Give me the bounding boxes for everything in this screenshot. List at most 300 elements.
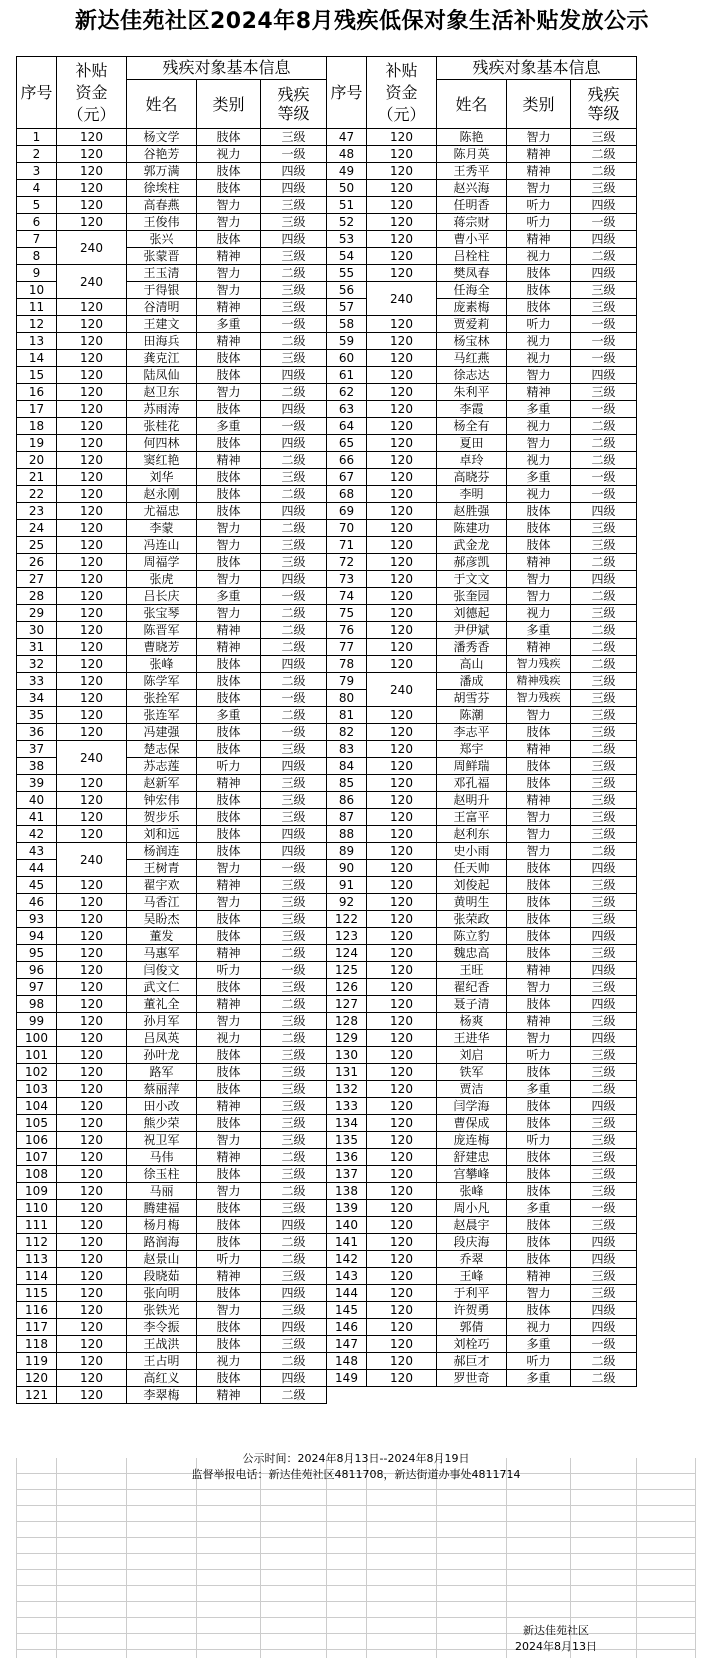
right-category-cell: 肢体 bbox=[507, 1183, 571, 1200]
right-seq-cell: 81 bbox=[327, 707, 367, 724]
left-name-cell: 路润海 bbox=[127, 1234, 197, 1251]
hotline: 监督举报电话：新达佳苑社区4811708，新达街道办事处4811714 bbox=[191, 1468, 521, 1481]
left-category-cell: 肢体 bbox=[197, 554, 261, 571]
right-seq-cell: 64 bbox=[327, 418, 367, 435]
right-name-cell: 于利平 bbox=[437, 1285, 507, 1302]
left-seq-cell: 108 bbox=[17, 1166, 57, 1183]
right-category-cell: 智力残疾 bbox=[507, 656, 571, 673]
table-row bbox=[17, 962, 637, 979]
right-level-cell: 一级 bbox=[571, 350, 637, 367]
table-row bbox=[17, 554, 637, 571]
left-seq-cell: 22 bbox=[17, 486, 57, 503]
right-amount-cell: 120 bbox=[367, 1132, 437, 1149]
table-row bbox=[17, 503, 637, 520]
table-row bbox=[17, 1234, 637, 1251]
left-category-cell: 肢体 bbox=[197, 129, 261, 146]
right-name-cell: 徐志达 bbox=[437, 367, 507, 384]
left-amount-cell: 120 bbox=[57, 605, 127, 622]
right-category-cell: 智力 bbox=[507, 180, 571, 197]
left-category-cell: 智力 bbox=[197, 384, 261, 401]
right-name-cell: 高晓芬 bbox=[437, 469, 507, 486]
right-category-cell: 多重 bbox=[507, 622, 571, 639]
right-amount-cell: 120 bbox=[367, 1183, 437, 1200]
right-name-cell: 魏忠高 bbox=[437, 945, 507, 962]
left-category-cell: 精神 bbox=[197, 996, 261, 1013]
right-category-cell: 智力 bbox=[507, 129, 571, 146]
right-level-cell: 四级 bbox=[571, 1319, 637, 1336]
left-category-cell: 肢体 bbox=[197, 1285, 261, 1302]
right-amount-cell: 120 bbox=[367, 520, 437, 537]
right-name-cell: 胡雪芬 bbox=[437, 690, 507, 707]
right-seq-cell: 62 bbox=[327, 384, 367, 401]
table-row bbox=[17, 588, 637, 605]
left-seq-cell: 8 bbox=[17, 248, 57, 265]
right-category-cell: 听力 bbox=[507, 214, 571, 231]
left-seq-cell: 9 bbox=[17, 265, 57, 282]
left-category-cell: 肢体 bbox=[197, 486, 261, 503]
table-row bbox=[17, 469, 637, 486]
left-level-cell: 二级 bbox=[261, 486, 327, 503]
left-amount-cell: 120 bbox=[57, 180, 127, 197]
left-name-cell: 高红义 bbox=[127, 1370, 197, 1387]
right-category-cell: 肢体 bbox=[507, 945, 571, 962]
right-category-cell: 听力 bbox=[507, 197, 571, 214]
right-category-cell: 肢体 bbox=[507, 520, 571, 537]
left-category-cell: 肢体 bbox=[197, 724, 261, 741]
left-name-cell: 李令振 bbox=[127, 1319, 197, 1336]
left-level-cell: 三级 bbox=[261, 1336, 327, 1353]
left-amount-cell: 120 bbox=[57, 911, 127, 928]
left-seq-cell: 117 bbox=[17, 1319, 57, 1336]
right-amount-cell: 120 bbox=[367, 1064, 437, 1081]
left-amount-cell: 120 bbox=[57, 1217, 127, 1234]
right-level-cell: 三级 bbox=[571, 1149, 637, 1166]
table-row bbox=[17, 520, 637, 537]
left-level-cell: 二级 bbox=[261, 1149, 327, 1166]
left-amount-cell: 120 bbox=[57, 1030, 127, 1047]
right-name-cell: 陈潮 bbox=[437, 707, 507, 724]
left-category-cell: 智力 bbox=[197, 520, 261, 537]
table-row bbox=[17, 265, 637, 282]
left-amount-cell: 120 bbox=[57, 945, 127, 962]
left-level-cell: 三级 bbox=[261, 1047, 327, 1064]
left-level-cell: 三级 bbox=[261, 1268, 327, 1285]
right-seq-cell: 149 bbox=[327, 1370, 367, 1387]
left-name-cell: 董发 bbox=[127, 928, 197, 945]
left-name-cell: 郭万满 bbox=[127, 163, 197, 180]
left-seq-cell: 46 bbox=[17, 894, 57, 911]
right-seq-cell: 48 bbox=[327, 146, 367, 163]
left-name-cell: 孙月军 bbox=[127, 1013, 197, 1030]
right-level-cell: 四级 bbox=[571, 231, 637, 248]
left-level-cell: 二级 bbox=[261, 384, 327, 401]
right-level-cell: 二级 bbox=[571, 435, 637, 452]
table-row bbox=[17, 605, 637, 622]
left-name-cell: 蔡丽萍 bbox=[127, 1081, 197, 1098]
right-level-cell: 三级 bbox=[571, 1166, 637, 1183]
left-category-cell: 肢体 bbox=[197, 792, 261, 809]
right-name-cell: 郭倩 bbox=[437, 1319, 507, 1336]
table-row bbox=[17, 1336, 637, 1353]
left-level-cell: 二级 bbox=[261, 520, 327, 537]
right-level-cell: 三级 bbox=[571, 384, 637, 401]
left-seq-cell: 38 bbox=[17, 758, 57, 775]
left-amount-cell: 120 bbox=[57, 214, 127, 231]
right-level-cell: 三级 bbox=[571, 180, 637, 197]
left-category-cell: 肢体 bbox=[197, 163, 261, 180]
left-seq-cell: 96 bbox=[17, 962, 57, 979]
right-amount-cell: 120 bbox=[367, 1200, 437, 1217]
right-amount-cell: 120 bbox=[367, 775, 437, 792]
right-amount-cell: 120 bbox=[367, 894, 437, 911]
right-level-cell: 三级 bbox=[571, 877, 637, 894]
left-name-cell: 高春燕 bbox=[127, 197, 197, 214]
right-name-cell: 刘栓巧 bbox=[437, 1336, 507, 1353]
left-category-cell: 精神 bbox=[197, 452, 261, 469]
left-category-cell: 智力 bbox=[197, 537, 261, 554]
right-amount-cell: 120 bbox=[367, 911, 437, 928]
right-name-cell: 舒建忠 bbox=[437, 1149, 507, 1166]
right-name-cell: 郑宇 bbox=[437, 741, 507, 758]
right-amount-cell: 120 bbox=[367, 554, 437, 571]
left-seq-cell: 17 bbox=[17, 401, 57, 418]
right-seq-cell: 78 bbox=[327, 656, 367, 673]
right-level-cell: 四级 bbox=[571, 197, 637, 214]
left-amount-cell: 120 bbox=[57, 333, 127, 350]
right-level-cell: 二级 bbox=[571, 452, 637, 469]
left-seq-cell: 23 bbox=[17, 503, 57, 520]
left-name-cell: 张拴军 bbox=[127, 690, 197, 707]
right-seq-cell: 139 bbox=[327, 1200, 367, 1217]
right-category-cell: 智力残疾 bbox=[507, 690, 571, 707]
right-seq-cell: 49 bbox=[327, 163, 367, 180]
left-amount-cell: 120 bbox=[57, 979, 127, 996]
right-level-cell: 三级 bbox=[571, 979, 637, 996]
left-category-cell: 精神 bbox=[197, 1387, 261, 1404]
header-group-right: 残疾对象基本信息 bbox=[437, 57, 637, 80]
right-amount-cell: 120 bbox=[367, 656, 437, 673]
left-seq-cell: 112 bbox=[17, 1234, 57, 1251]
right-category-cell: 肢体 bbox=[507, 282, 571, 299]
table-row bbox=[17, 435, 637, 452]
right-category-cell: 肢体 bbox=[507, 1064, 571, 1081]
header-category-right: 类别 bbox=[507, 80, 571, 129]
left-name-cell: 杨润连 bbox=[127, 843, 197, 860]
left-category-cell: 听力 bbox=[197, 1251, 261, 1268]
left-level-cell: 一级 bbox=[261, 146, 327, 163]
right-seq-cell: 132 bbox=[327, 1081, 367, 1098]
left-category-cell: 肢体 bbox=[197, 826, 261, 843]
right-category-cell: 肢体 bbox=[507, 1098, 571, 1115]
left-seq-cell: 103 bbox=[17, 1081, 57, 1098]
right-name-cell: 贾爱莉 bbox=[437, 316, 507, 333]
left-name-cell: 楚志保 bbox=[127, 741, 197, 758]
left-category-cell: 肢体 bbox=[197, 1234, 261, 1251]
left-level-cell: 三级 bbox=[261, 129, 327, 146]
left-name-cell: 马丽 bbox=[127, 1183, 197, 1200]
right-amount-cell: 120 bbox=[367, 1081, 437, 1098]
table-row bbox=[17, 452, 637, 469]
left-seq-cell: 45 bbox=[17, 877, 57, 894]
left-category-cell: 智力 bbox=[197, 571, 261, 588]
right-amount-cell: 120 bbox=[367, 1149, 437, 1166]
right-name-cell: 赵晨宇 bbox=[437, 1217, 507, 1234]
table-row bbox=[17, 894, 637, 911]
right-name-cell: 赵兴海 bbox=[437, 180, 507, 197]
right-category-cell: 肢体 bbox=[507, 724, 571, 741]
left-name-cell: 翟宇欢 bbox=[127, 877, 197, 894]
table-row bbox=[17, 1268, 637, 1285]
table-row bbox=[17, 333, 637, 350]
right-category-cell: 肢体 bbox=[507, 860, 571, 877]
right-name-cell: 潘成 bbox=[437, 673, 507, 690]
left-category-cell: 肢体 bbox=[197, 911, 261, 928]
right-category-cell: 肢体 bbox=[507, 265, 571, 282]
left-category-cell: 精神 bbox=[197, 622, 261, 639]
right-category-cell: 视力 bbox=[507, 486, 571, 503]
left-level-cell: 四级 bbox=[261, 656, 327, 673]
table-row bbox=[17, 299, 637, 316]
left-amount-cell: 120 bbox=[57, 1268, 127, 1285]
right-name-cell: 刘德起 bbox=[437, 605, 507, 622]
header-amount-left: 补贴 资金 （元） bbox=[57, 57, 127, 129]
left-name-cell: 赵卫东 bbox=[127, 384, 197, 401]
right-category-cell: 多重 bbox=[507, 1370, 571, 1387]
left-amount-cell: 120 bbox=[57, 1047, 127, 1064]
table-row bbox=[17, 1081, 637, 1098]
left-level-cell: 三级 bbox=[261, 469, 327, 486]
left-category-cell: 精神 bbox=[197, 775, 261, 792]
left-name-cell: 张铁光 bbox=[127, 1302, 197, 1319]
left-seq-cell: 31 bbox=[17, 639, 57, 656]
table-row bbox=[17, 877, 637, 894]
right-seq-cell: 133 bbox=[327, 1098, 367, 1115]
sign-date: 2024年8月13日 bbox=[515, 1640, 597, 1653]
left-amount-cell: 120 bbox=[57, 1353, 127, 1370]
left-name-cell: 王树青 bbox=[127, 860, 197, 877]
left-name-cell: 钟宏伟 bbox=[127, 792, 197, 809]
header-seq-right: 序号 bbox=[327, 57, 367, 129]
left-amount-cell: 120 bbox=[57, 1285, 127, 1302]
left-seq-cell: 98 bbox=[17, 996, 57, 1013]
table-row bbox=[17, 1064, 637, 1081]
left-seq-cell: 2 bbox=[17, 146, 57, 163]
left-name-cell: 腾建福 bbox=[127, 1200, 197, 1217]
table-row bbox=[17, 1285, 637, 1302]
left-name-cell: 路军 bbox=[127, 1064, 197, 1081]
table-row bbox=[17, 690, 637, 707]
left-category-cell: 肢体 bbox=[197, 1115, 261, 1132]
right-name-cell: 宫攀峰 bbox=[437, 1166, 507, 1183]
right-category-cell: 精神 bbox=[507, 231, 571, 248]
left-seq-cell: 24 bbox=[17, 520, 57, 537]
left-seq-cell: 119 bbox=[17, 1353, 57, 1370]
left-level-cell: 四级 bbox=[261, 826, 327, 843]
table-row bbox=[17, 1353, 637, 1370]
right-seq-cell: 141 bbox=[327, 1234, 367, 1251]
table-row bbox=[17, 639, 637, 656]
left-seq-cell: 100 bbox=[17, 1030, 57, 1047]
right-amount-cell: 120 bbox=[367, 486, 437, 503]
left-amount-cell: 120 bbox=[57, 299, 127, 316]
right-name-cell: 王旺 bbox=[437, 962, 507, 979]
right-amount-cell: 120 bbox=[367, 1285, 437, 1302]
left-amount-cell: 120 bbox=[57, 418, 127, 435]
right-name-cell: 黄明生 bbox=[437, 894, 507, 911]
table-row bbox=[17, 1047, 637, 1064]
left-name-cell: 田小改 bbox=[127, 1098, 197, 1115]
right-name-cell: 杨爽 bbox=[437, 1013, 507, 1030]
left-seq-cell: 33 bbox=[17, 673, 57, 690]
right-amount-cell: 120 bbox=[367, 1234, 437, 1251]
right-level-cell: 三级 bbox=[571, 707, 637, 724]
right-name-cell: 任明香 bbox=[437, 197, 507, 214]
right-name-cell: 翟纪香 bbox=[437, 979, 507, 996]
left-name-cell: 王玉清 bbox=[127, 265, 197, 282]
left-category-cell: 肢体 bbox=[197, 809, 261, 826]
right-category-cell: 精神 bbox=[507, 163, 571, 180]
right-name-cell: 李霞 bbox=[437, 401, 507, 418]
table-row bbox=[17, 724, 637, 741]
left-amount-cell: 240 bbox=[57, 265, 127, 299]
right-amount-cell: 120 bbox=[367, 1370, 437, 1387]
right-level-cell: 一级 bbox=[571, 401, 637, 418]
right-amount-cell: 120 bbox=[367, 214, 437, 231]
right-seq-cell: 59 bbox=[327, 333, 367, 350]
left-name-cell: 张峰 bbox=[127, 656, 197, 673]
right-category-cell: 肢体 bbox=[507, 1302, 571, 1319]
left-amount-cell: 120 bbox=[57, 1302, 127, 1319]
right-seq-cell: 60 bbox=[327, 350, 367, 367]
left-category-cell: 智力 bbox=[197, 214, 261, 231]
header-group-left: 残疾对象基本信息 bbox=[127, 57, 327, 80]
left-name-cell: 王占明 bbox=[127, 1353, 197, 1370]
left-name-cell: 张宝琴 bbox=[127, 605, 197, 622]
left-category-cell: 多重 bbox=[197, 418, 261, 435]
left-amount-cell: 120 bbox=[57, 792, 127, 809]
right-name-cell: 聂子清 bbox=[437, 996, 507, 1013]
left-seq-cell: 97 bbox=[17, 979, 57, 996]
right-category-cell: 智力 bbox=[507, 1285, 571, 1302]
right-category-cell: 肢体 bbox=[507, 1166, 571, 1183]
right-category-cell: 精神 bbox=[507, 146, 571, 163]
right-name-cell: 曹小平 bbox=[437, 231, 507, 248]
left-name-cell: 李翠梅 bbox=[127, 1387, 197, 1404]
left-level-cell: 三级 bbox=[261, 1098, 327, 1115]
left-seq-cell: 104 bbox=[17, 1098, 57, 1115]
left-level-cell: 二级 bbox=[261, 1030, 327, 1047]
right-level-cell: 二级 bbox=[571, 656, 637, 673]
table-row bbox=[17, 350, 637, 367]
left-amount-cell: 120 bbox=[57, 1251, 127, 1268]
right-level-cell: 三级 bbox=[571, 282, 637, 299]
left-name-cell: 张兴 bbox=[127, 231, 197, 248]
right-level-cell: 一级 bbox=[571, 486, 637, 503]
left-amount-cell: 240 bbox=[57, 741, 127, 775]
left-amount-cell: 120 bbox=[57, 435, 127, 452]
left-name-cell: 陈学军 bbox=[127, 673, 197, 690]
right-level-cell: 三级 bbox=[571, 1064, 637, 1081]
table-row bbox=[17, 1115, 637, 1132]
left-seq-cell: 94 bbox=[17, 928, 57, 945]
right-category-cell: 精神 bbox=[507, 384, 571, 401]
right-seq-cell: 52 bbox=[327, 214, 367, 231]
table-row bbox=[17, 384, 637, 401]
left-amount-cell: 120 bbox=[57, 877, 127, 894]
left-seq-cell: 43 bbox=[17, 843, 57, 860]
right-amount-cell: 120 bbox=[367, 588, 437, 605]
right-seq-cell: 148 bbox=[327, 1353, 367, 1370]
left-seq-cell: 13 bbox=[17, 333, 57, 350]
left-name-cell: 王俊伟 bbox=[127, 214, 197, 231]
header-name-right: 姓名 bbox=[437, 80, 507, 129]
right-amount-cell: 120 bbox=[367, 469, 437, 486]
right-seq-cell: 63 bbox=[327, 401, 367, 418]
right-name-cell: 陈立豹 bbox=[437, 928, 507, 945]
left-level-cell: 四级 bbox=[261, 180, 327, 197]
right-name-cell: 罗世奇 bbox=[437, 1370, 507, 1387]
right-category-cell: 肢体 bbox=[507, 1234, 571, 1251]
right-level-cell: 二级 bbox=[571, 1081, 637, 1098]
right-seq-cell: 135 bbox=[327, 1132, 367, 1149]
left-category-cell: 精神 bbox=[197, 1268, 261, 1285]
table-row bbox=[17, 826, 637, 843]
right-category-cell: 智力 bbox=[507, 979, 571, 996]
header-name-left: 姓名 bbox=[127, 80, 197, 129]
left-amount-cell: 120 bbox=[57, 894, 127, 911]
left-seq-cell: 18 bbox=[17, 418, 57, 435]
left-level-cell: 四级 bbox=[261, 1319, 327, 1336]
left-seq-cell: 99 bbox=[17, 1013, 57, 1030]
left-name-cell: 熊少荣 bbox=[127, 1115, 197, 1132]
left-name-cell: 徐埃柱 bbox=[127, 180, 197, 197]
left-seq-cell: 42 bbox=[17, 826, 57, 843]
table-row bbox=[17, 1251, 637, 1268]
right-amount-cell: 120 bbox=[367, 707, 437, 724]
right-category-cell: 肢体 bbox=[507, 1149, 571, 1166]
left-level-cell: 二级 bbox=[261, 265, 327, 282]
right-level-cell: 二级 bbox=[571, 843, 637, 860]
right-seq-cell: 128 bbox=[327, 1013, 367, 1030]
header-category-left: 类别 bbox=[197, 80, 261, 129]
left-level-cell: 三级 bbox=[261, 877, 327, 894]
right-seq-cell: 54 bbox=[327, 248, 367, 265]
right-level-cell: 三级 bbox=[571, 1183, 637, 1200]
right-category-cell: 智力 bbox=[507, 826, 571, 843]
left-seq-cell: 118 bbox=[17, 1336, 57, 1353]
right-amount-cell: 120 bbox=[367, 877, 437, 894]
left-level-cell: 三级 bbox=[261, 197, 327, 214]
left-category-cell: 精神 bbox=[197, 945, 261, 962]
table-row bbox=[17, 1030, 637, 1047]
left-category-cell: 肢体 bbox=[197, 435, 261, 452]
right-level-cell: 二级 bbox=[571, 163, 637, 180]
right-level-cell: 三级 bbox=[571, 1115, 637, 1132]
left-amount-cell: 120 bbox=[57, 554, 127, 571]
left-name-cell: 谷艳芳 bbox=[127, 146, 197, 163]
right-category-cell: 精神残疾 bbox=[507, 673, 571, 690]
table-row bbox=[17, 792, 637, 809]
left-name-cell: 张虎 bbox=[127, 571, 197, 588]
left-level-cell: 四级 bbox=[261, 1217, 327, 1234]
left-seq-cell: 32 bbox=[17, 656, 57, 673]
right-seq-cell: 147 bbox=[327, 1336, 367, 1353]
right-category-cell: 肢体 bbox=[507, 1115, 571, 1132]
left-name-cell: 尤福忠 bbox=[127, 503, 197, 520]
left-name-cell: 徐玉柱 bbox=[127, 1166, 197, 1183]
left-level-cell: 三级 bbox=[261, 214, 327, 231]
left-category-cell: 多重 bbox=[197, 316, 261, 333]
